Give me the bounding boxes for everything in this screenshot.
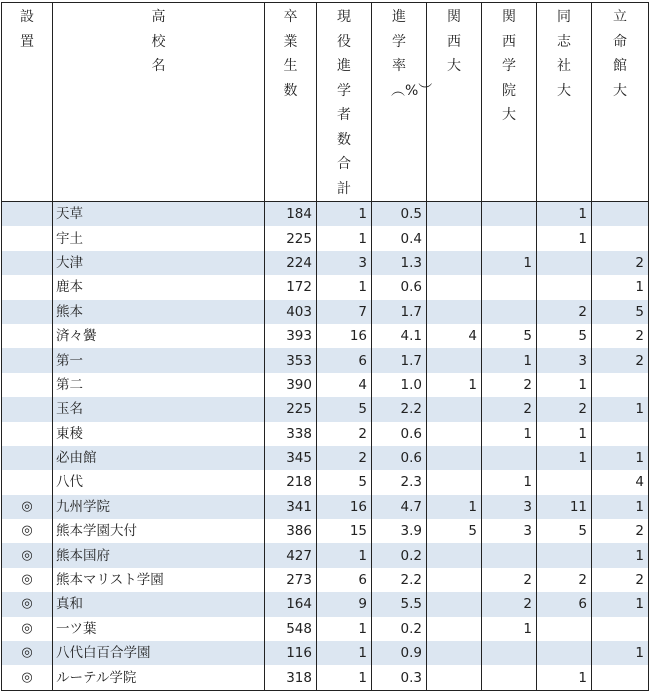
cell-current_total: 16: [317, 324, 372, 348]
cell-ritsumeikan: 1: [592, 446, 649, 470]
cell-ritsumeikan: 2: [592, 568, 649, 592]
column-header-kwansei: [482, 3, 537, 202]
column-header-current_total: [317, 3, 372, 202]
cell-current_total: 1: [317, 543, 372, 567]
cell-kansai: 5: [427, 519, 482, 543]
cell-rate: 2.3: [372, 470, 427, 494]
cell-rate: 4.7: [372, 495, 427, 519]
cell-kwansei: 1: [482, 348, 537, 372]
table-row: [2, 422, 649, 446]
cell-setup: [2, 348, 53, 372]
cell-setup: [2, 226, 53, 250]
cell-ritsumeikan: 1: [592, 641, 649, 665]
cell-graduates: 403: [265, 300, 317, 324]
cell-kwansei: 1: [482, 470, 537, 494]
cell-kwansei: 2: [482, 568, 537, 592]
cell-ritsumeikan: 2: [592, 251, 649, 275]
cell-rate: 0.6: [372, 422, 427, 446]
cell-doshisha: 5: [537, 324, 592, 348]
cell-setup: [2, 470, 53, 494]
cell-kansai: [427, 543, 482, 567]
cell-ritsumeikan: 1: [592, 592, 649, 616]
cell-kansai: [427, 300, 482, 324]
cell-doshisha: 1: [537, 226, 592, 250]
cell-ritsumeikan: [592, 373, 649, 397]
cell-setup: ◎: [2, 568, 53, 592]
column-header-ritsumeikan: [592, 3, 649, 202]
cell-setup: [2, 446, 53, 470]
table-row: [2, 568, 649, 592]
cell-graduates: 218: [265, 470, 317, 494]
cell-setup: ◎: [2, 519, 53, 543]
table-row: [2, 324, 649, 348]
column-header-label: 卒業生数: [283, 9, 298, 99]
cell-ritsumeikan: [592, 617, 649, 641]
cell-kansai: [427, 226, 482, 250]
cell-rate: 0.4: [372, 226, 427, 250]
cell-school: 必由館: [53, 446, 265, 470]
cell-setup: [2, 373, 53, 397]
table-row: [2, 373, 649, 397]
table-row: [2, 446, 649, 470]
cell-setup: [2, 324, 53, 348]
cell-current_total: 1: [317, 275, 372, 299]
cell-current_total: 5: [317, 470, 372, 494]
cell-kansai: [427, 665, 482, 690]
cell-rate: 1.7: [372, 348, 427, 372]
cell-kansai: [427, 617, 482, 641]
cell-graduates: 338: [265, 422, 317, 446]
column-header-label: 関西学院大: [502, 9, 516, 123]
cell-rate: 1.7: [372, 300, 427, 324]
cell-kansai: [427, 470, 482, 494]
cell-graduates: 225: [265, 397, 317, 421]
cell-school: 熊本学園大付: [53, 519, 265, 543]
cell-school: 大津: [53, 251, 265, 275]
cell-rate: 2.2: [372, 568, 427, 592]
cell-doshisha: 1: [537, 202, 592, 227]
cell-rate: 1.3: [372, 251, 427, 275]
cell-school: 宇土: [53, 226, 265, 250]
cell-ritsumeikan: [592, 665, 649, 690]
cell-kansai: [427, 592, 482, 616]
cell-school: 鹿本: [53, 275, 265, 299]
cell-current_total: 6: [317, 348, 372, 372]
cell-rate: 3.9: [372, 519, 427, 543]
cell-kwansei: [482, 202, 537, 227]
cell-ritsumeikan: [592, 202, 649, 227]
cell-setup: ◎: [2, 592, 53, 616]
cell-graduates: 184: [265, 202, 317, 227]
table-row: [2, 275, 649, 299]
column-header-label: 進学率︵%︶: [391, 9, 433, 99]
cell-kansai: 1: [427, 495, 482, 519]
cell-graduates: 393: [265, 324, 317, 348]
cell-kansai: 4: [427, 324, 482, 348]
cell-kansai: 1: [427, 373, 482, 397]
cell-kansai: [427, 348, 482, 372]
cell-graduates: 345: [265, 446, 317, 470]
cell-kwansei: [482, 226, 537, 250]
cell-setup: [2, 300, 53, 324]
cell-doshisha: [537, 543, 592, 567]
cell-school: 一ツ葉: [53, 617, 265, 641]
cell-kansai: [427, 641, 482, 665]
cell-ritsumeikan: 2: [592, 519, 649, 543]
cell-kwansei: 3: [482, 495, 537, 519]
table-row: [2, 470, 649, 494]
cell-rate: 0.9: [372, 641, 427, 665]
column-header-label: 現役進学者数合計: [337, 9, 351, 197]
table-row: [2, 543, 649, 567]
column-header-rate: [372, 3, 433, 202]
cell-setup: ◎: [2, 543, 53, 567]
cell-rate: 1.0: [372, 373, 427, 397]
cell-graduates: 172: [265, 275, 317, 299]
cell-setup: ◎: [2, 641, 53, 665]
cell-graduates: 224: [265, 251, 317, 275]
cell-school: 熊本国府: [53, 543, 265, 567]
cell-kwansei: [482, 665, 537, 690]
cell-setup: [2, 251, 53, 275]
cell-doshisha: 5: [537, 519, 592, 543]
cell-current_total: 1: [317, 641, 372, 665]
table-row: [2, 665, 649, 690]
cell-current_total: 1: [317, 617, 372, 641]
cell-doshisha: [537, 470, 592, 494]
cell-ritsumeikan: 1: [592, 397, 649, 421]
cell-rate: 0.6: [372, 275, 427, 299]
cell-kansai: [427, 568, 482, 592]
cell-ritsumeikan: 4: [592, 470, 649, 494]
column-header-setup: [2, 3, 53, 202]
cell-rate: 0.6: [372, 446, 427, 470]
cell-kwansei: 2: [482, 592, 537, 616]
column-header-label: 設置: [20, 9, 34, 50]
cell-current_total: 5: [317, 397, 372, 421]
table-row: [2, 617, 649, 641]
cell-graduates: 164: [265, 592, 317, 616]
cell-rate: 2.2: [372, 397, 427, 421]
cell-setup: ◎: [2, 665, 53, 690]
table-row: [2, 592, 649, 616]
cell-kwansei: 2: [482, 373, 537, 397]
cell-school: 八代: [53, 470, 265, 494]
cell-graduates: 390: [265, 373, 317, 397]
cell-ritsumeikan: 1: [592, 543, 649, 567]
cell-doshisha: 2: [537, 397, 592, 421]
cell-setup: [2, 202, 53, 227]
cell-doshisha: 1: [537, 446, 592, 470]
cell-kwansei: [482, 275, 537, 299]
cell-setup: ◎: [2, 495, 53, 519]
cell-kwansei: 1: [482, 617, 537, 641]
cell-ritsumeikan: [592, 422, 649, 446]
cell-ritsumeikan: 1: [592, 275, 649, 299]
cell-school: 第二: [53, 373, 265, 397]
cell-school: 九州学院: [53, 495, 265, 519]
column-header-label: 高校名: [151, 9, 166, 74]
column-header-kansai: [427, 3, 482, 202]
cell-doshisha: 1: [537, 373, 592, 397]
cell-current_total: 1: [317, 226, 372, 250]
cell-school: 真和: [53, 592, 265, 616]
cell-kwansei: 1: [482, 251, 537, 275]
cell-current_total: 6: [317, 568, 372, 592]
cell-kansai: [427, 422, 482, 446]
cell-current_total: 1: [317, 202, 372, 227]
cell-graduates: 548: [265, 617, 317, 641]
cell-current_total: 15: [317, 519, 372, 543]
cell-school: 玉名: [53, 397, 265, 421]
cell-current_total: 9: [317, 592, 372, 616]
cell-doshisha: 3: [537, 348, 592, 372]
cell-kwansei: [482, 300, 537, 324]
cell-school: 八代白百合学園: [53, 641, 265, 665]
cell-rate: 0.2: [372, 543, 427, 567]
cell-rate: 0.2: [372, 617, 427, 641]
cell-kansai: [427, 251, 482, 275]
cell-current_total: 1: [317, 665, 372, 690]
cell-school: 熊本マリスト学園: [53, 568, 265, 592]
cell-school: 天草: [53, 202, 265, 227]
cell-kwansei: [482, 446, 537, 470]
table-row: [2, 226, 649, 250]
cell-kwansei: [482, 543, 537, 567]
cell-doshisha: 1: [537, 422, 592, 446]
column-header-doshisha: [537, 3, 592, 202]
table-row: [2, 300, 649, 324]
cell-current_total: 16: [317, 495, 372, 519]
cell-kwansei: 3: [482, 519, 537, 543]
cell-setup: [2, 275, 53, 299]
table-row: [2, 641, 649, 665]
header-row: [2, 3, 649, 202]
cell-kansai: [427, 275, 482, 299]
cell-kwansei: 2: [482, 397, 537, 421]
cell-ritsumeikan: [592, 226, 649, 250]
cell-graduates: 386: [265, 519, 317, 543]
cell-graduates: 225: [265, 226, 317, 250]
cell-current_total: 3: [317, 251, 372, 275]
table-body: [2, 202, 649, 691]
cell-ritsumeikan: 2: [592, 348, 649, 372]
cell-doshisha: [537, 275, 592, 299]
cell-graduates: 116: [265, 641, 317, 665]
column-header-label: 立命館大: [613, 9, 627, 99]
cell-setup: [2, 422, 53, 446]
cell-kwansei: 5: [482, 324, 537, 348]
cell-kansai: [427, 446, 482, 470]
column-header-graduates: [265, 3, 317, 202]
table-row: [2, 519, 649, 543]
cell-school: 東稜: [53, 422, 265, 446]
cell-graduates: 427: [265, 543, 317, 567]
cell-current_total: 2: [317, 446, 372, 470]
cell-current_total: 4: [317, 373, 372, 397]
cell-rate: 5.5: [372, 592, 427, 616]
table-row: [2, 495, 649, 519]
cell-graduates: 341: [265, 495, 317, 519]
cell-doshisha: 11: [537, 495, 592, 519]
cell-school: ルーテル学院: [53, 665, 265, 690]
cell-doshisha: [537, 617, 592, 641]
cell-doshisha: 2: [537, 568, 592, 592]
cell-current_total: 7: [317, 300, 372, 324]
table-row: [2, 251, 649, 275]
cell-doshisha: 1: [537, 665, 592, 690]
cell-rate: 4.1: [372, 324, 427, 348]
cell-doshisha: 6: [537, 592, 592, 616]
table-row: [2, 348, 649, 372]
column-header-school: [53, 3, 265, 202]
column-header-label: 関西大: [447, 9, 461, 74]
table-row: [2, 202, 649, 227]
cell-doshisha: [537, 251, 592, 275]
cell-ritsumeikan: 1: [592, 495, 649, 519]
cell-graduates: 318: [265, 665, 317, 690]
cell-rate: 0.3: [372, 665, 427, 690]
cell-graduates: 273: [265, 568, 317, 592]
cell-kwansei: 1: [482, 422, 537, 446]
cell-school: 第一: [53, 348, 265, 372]
cell-rate: 0.5: [372, 202, 427, 227]
cell-ritsumeikan: 5: [592, 300, 649, 324]
admissions-table: [1, 2, 649, 691]
cell-school: 済々黌: [53, 324, 265, 348]
table-row: [2, 397, 649, 421]
cell-doshisha: 2: [537, 300, 592, 324]
column-header-label: 同志社大: [557, 9, 571, 99]
cell-kansai: [427, 397, 482, 421]
cell-current_total: 2: [317, 422, 372, 446]
cell-school: 熊本: [53, 300, 265, 324]
cell-doshisha: [537, 641, 592, 665]
cell-setup: [2, 397, 53, 421]
cell-kwansei: [482, 641, 537, 665]
cell-graduates: 353: [265, 348, 317, 372]
cell-setup: ◎: [2, 617, 53, 641]
cell-kansai: [427, 202, 482, 227]
cell-ritsumeikan: 2: [592, 324, 649, 348]
